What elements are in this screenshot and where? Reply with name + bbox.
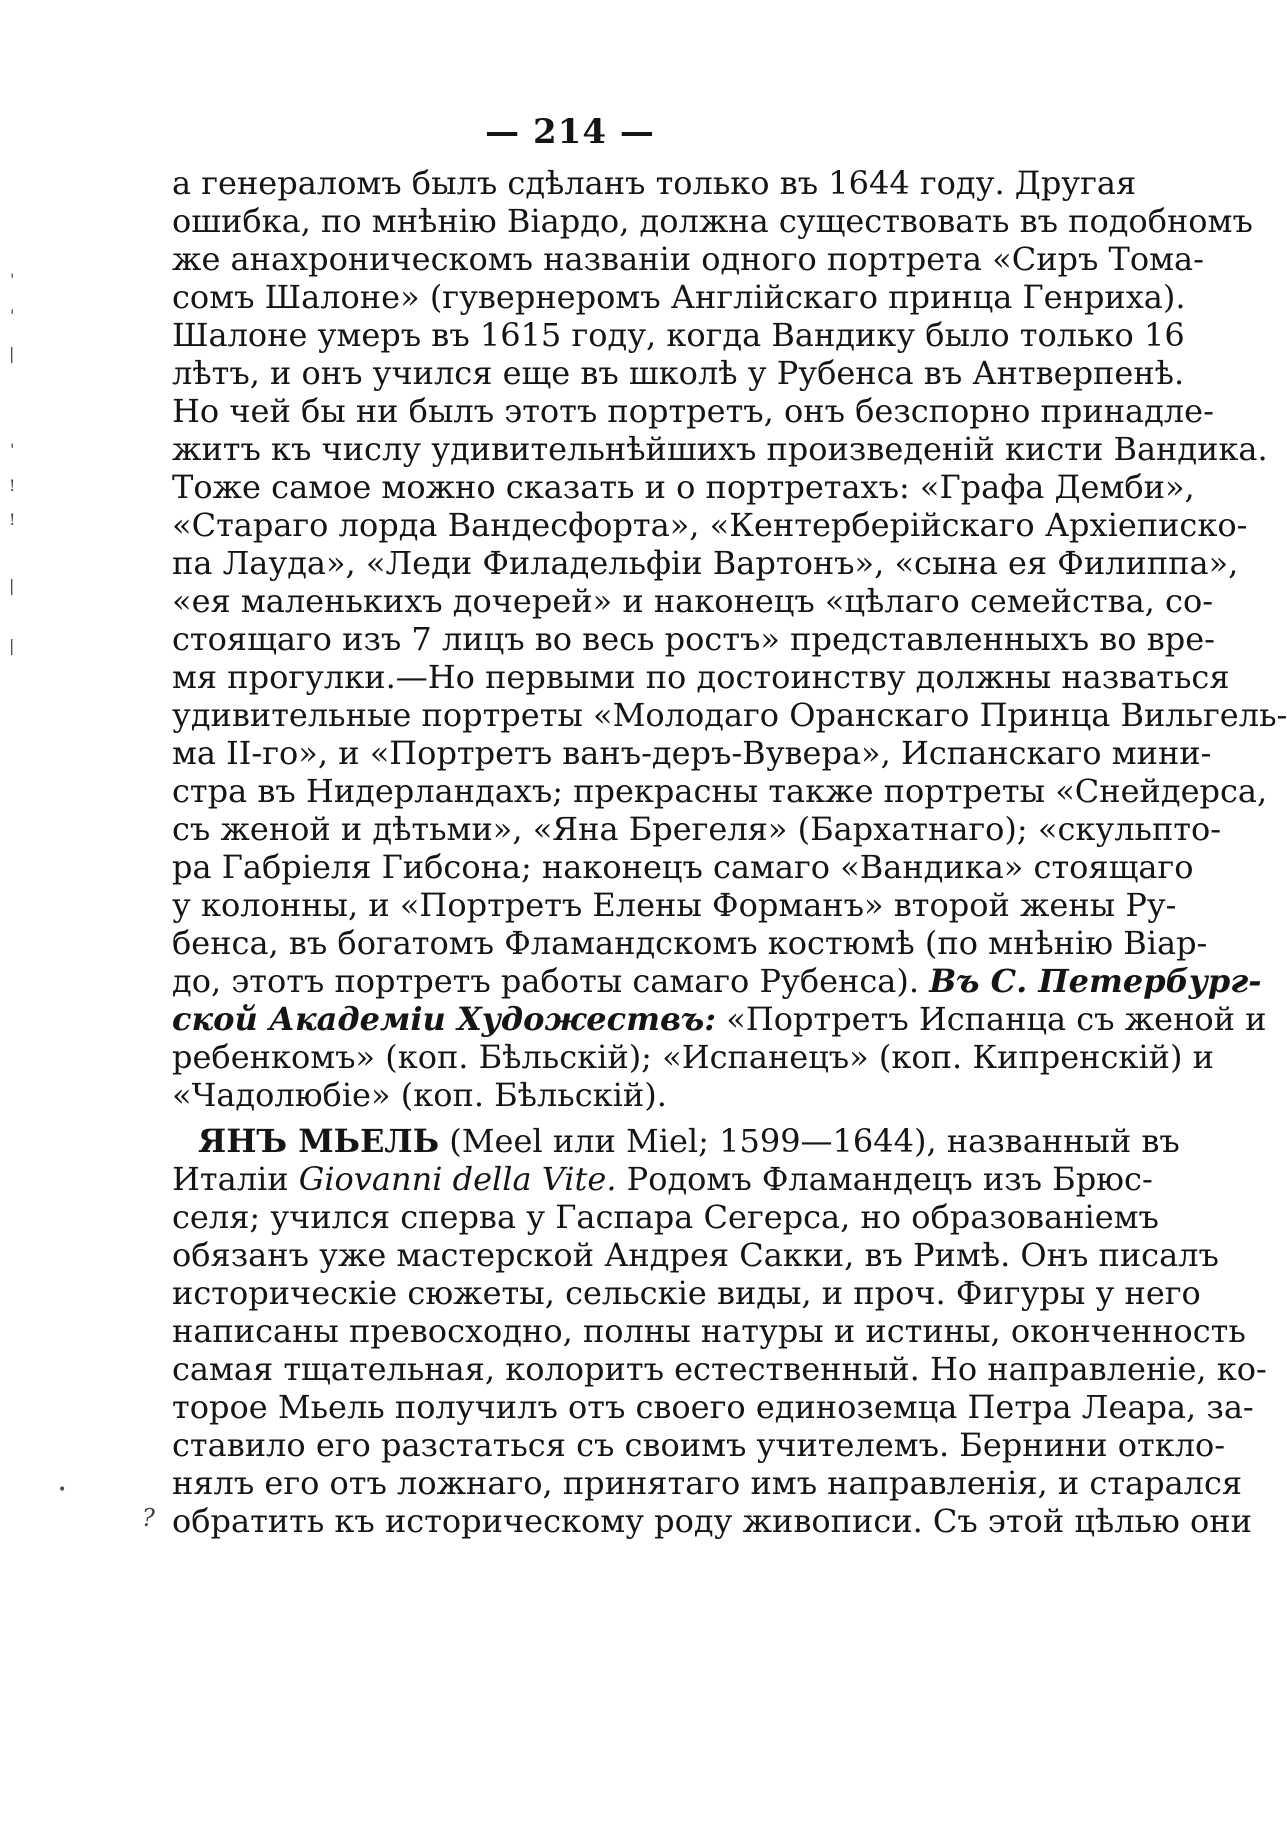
text-line: Шалоне умеръ въ 1615 году, когда Вандику было только 16 <box>172 316 1185 354</box>
margin-mark: | <box>9 344 15 363</box>
text-line: съ женой и дѣтьми», «Яна Брегеля» (Бархатнаго); «скульпто- <box>172 810 1222 848</box>
text-line: лѣтъ, и онъ учился еще въ школѣ у Рубенса въ Антверпенѣ. <box>172 354 1185 392</box>
text-line: написаны превосходно, полны натуры и истины, оконченность <box>172 1312 1246 1350</box>
italic-name: Giovanni della Vite. <box>298 1160 617 1198</box>
text-segment: (Meel или Miel; 1599—1644), названный въ <box>439 1122 1180 1160</box>
text-line: стоящаго изъ 7 лицъ во весь ростъ» представленныхъ во вре- <box>172 620 1215 658</box>
text-segment: до, этотъ портретъ работы самаго Рубенса). <box>172 962 920 1000</box>
text-line: селя; учился сперва у Гаспара Сегерса, но образованіемъ <box>172 1198 1159 1236</box>
italic-heading: Въ С. Петербург- <box>929 962 1262 1000</box>
text-line <box>172 960 1262 1002</box>
text-line: ребенкомъ» (коп. Бѣльскій); «Испанецъ» (коп. Кипренскій) и <box>172 1038 1214 1076</box>
text-line: историческіе сюжеты, сельскіе виды, и проч. Фигуры у него <box>172 1274 1201 1312</box>
margin-mark: ! <box>9 476 16 495</box>
text-line: торое Мьель получилъ отъ своего единоземца Петра Леара, за- <box>172 1388 1254 1426</box>
margin-mark: ' <box>10 440 15 459</box>
text-line: ра Габріеля Гибсона; наконецъ самаго «Вандика» стоящаго <box>172 848 1194 886</box>
text-segment: «Портретъ Испанца съ женой и <box>716 1000 1267 1038</box>
margin-mark: ' <box>10 306 15 325</box>
text-line: самая тщательная, колоритъ естественный. Но направленіе, ко- <box>172 1350 1267 1388</box>
page-number: — 214 — <box>485 112 655 152</box>
text-line: а генераломъ былъ сдѣланъ только въ 1644 году. Другая <box>172 164 1137 202</box>
text-line: же анахроническомъ названіи одного портрета «Сиръ Тома- <box>172 240 1204 278</box>
margin-mark: ! <box>9 510 16 529</box>
margin-mark: | <box>9 576 15 595</box>
text-line: Но чей бы ни былъ этотъ портретъ, онъ безспорно принадле- <box>172 392 1214 430</box>
text-line: у колонны, и «Портретъ Елены Форманъ» второй жены Ру- <box>172 886 1177 924</box>
margin-mark: | <box>9 636 15 655</box>
text-line: ставило его разстаться съ своимъ учителемъ. Бернини откло- <box>172 1426 1226 1464</box>
text-line: «ея маленькихъ дочерей» и наконецъ «цѣлаго семейства, со- <box>172 582 1214 620</box>
text-line: «Чадолюбіе» (коп. Бѣльскій). <box>172 1076 667 1114</box>
text-line: мя прогулки.—Но первыми по достоинству должны назваться <box>172 658 1230 696</box>
text-line <box>198 1120 1180 1162</box>
margin-mark: ' <box>10 270 15 289</box>
text-line: ошибка, по мнѣнію Віардо, должна существовать въ подобномъ <box>172 202 1253 240</box>
text-line: обязанъ уже мастерской Андрея Сакки, въ Римѣ. Онъ писалъ <box>172 1236 1219 1274</box>
text-line: житъ къ числу удивительнѣйшихъ произведеній кисти Вандика. <box>172 430 1268 468</box>
text-line: сомъ Шалоне» (гувернеромъ Англійскаго принца Генриха). <box>172 278 1186 316</box>
italic-heading: ской Академіи Художествъ: <box>172 1000 717 1038</box>
text-line: обратить къ историческому роду живописи. Съ этой цѣлью они <box>172 1502 1252 1540</box>
text-line: стра въ Нидерландахъ; прекрасны также портреты «Снейдерса, <box>172 772 1268 810</box>
text-line: Тоже самое можно сказать и о портретахъ: «Графа Демби», <box>172 468 1195 506</box>
text-line: ма II-го», и «Портретъ ванъ-деръ-Вувера», Испанскаго мини- <box>172 734 1212 772</box>
text-line: па Лауда», «Леди Филадельфіи Вартонъ», «сына ея Филиппа», <box>172 544 1239 582</box>
text-line: «Стараго лорда Вандесфорта», «Кентерберійскаго Архіеписко- <box>172 506 1248 544</box>
text-line: удивительные портреты «Молодаго Оранскаго Принца Вильгель- <box>172 696 1287 734</box>
text-line <box>172 1158 1153 1200</box>
margin-dot: • <box>58 1482 67 1498</box>
text-segment: Родомъ Фламандецъ изъ Брюс- <box>616 1160 1153 1198</box>
text-line: бенса, въ богатомъ Фламандскомъ костюмѣ (по мнѣнію Віар- <box>172 924 1208 962</box>
text-line <box>172 998 1267 1040</box>
artist-name: ЯНЪ МЬЕЛЬ <box>198 1122 440 1160</box>
text-line: нялъ его отъ ложнаго, принятаго имъ направленія, и старался <box>172 1464 1243 1502</box>
margin-mark: ? <box>142 1504 155 1532</box>
text-segment: Италіи <box>172 1160 299 1198</box>
